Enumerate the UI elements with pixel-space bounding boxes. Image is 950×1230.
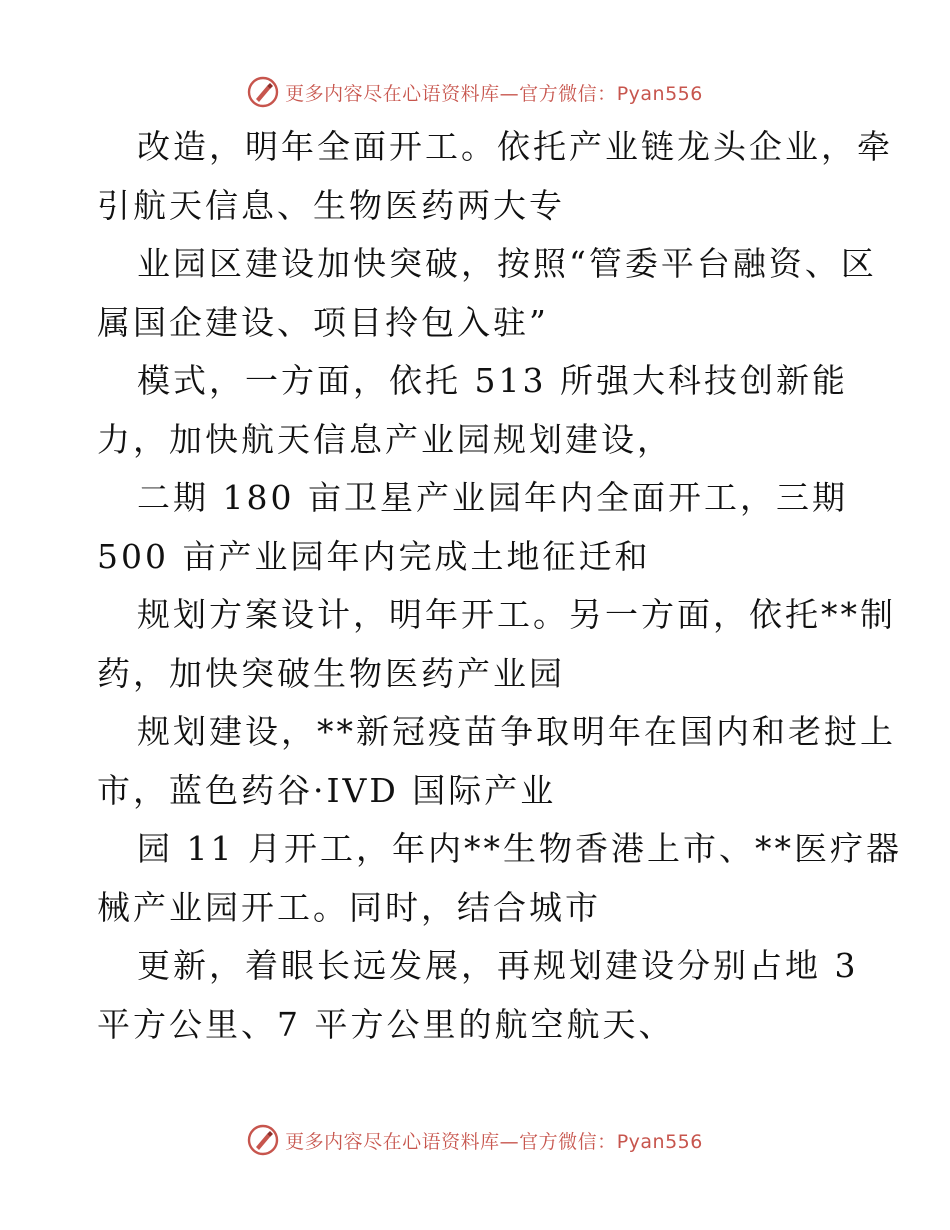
text-line: 药，加快突破生物医药产业园 bbox=[97, 653, 565, 693]
text-line: 械产业园开工。同时，结合城市 bbox=[97, 887, 601, 927]
text-line: 业园区建设加快突破，按照“管委平台融资、区 bbox=[137, 244, 877, 283]
pen-logo-icon bbox=[247, 1124, 279, 1156]
text-line: 力，加快航天信息产业园规划建设， bbox=[97, 419, 673, 459]
watermark-text: 更多内容尽在心语资料库—官方微信：Pyan556 bbox=[285, 1130, 703, 1153]
text-line: 二期 180 亩卫星产业园年内全面开工，三期 bbox=[137, 478, 848, 517]
text-line: 平方公里、7 平方公里的航空航天、 bbox=[97, 1004, 675, 1044]
text-line: 更新，着眼长远发展，再规划建设分别占地 3 bbox=[137, 946, 859, 985]
text-line: 引航天信息、生物医药两大专 bbox=[97, 185, 565, 225]
text-line: 500 亩产业园年内完成土地征迁和 bbox=[97, 536, 651, 576]
text-line: 改造，明年全面开工。依托产业链龙头企业，牵 bbox=[137, 127, 893, 166]
document-body bbox=[97, 118, 902, 1054]
header-watermark bbox=[0, 72, 950, 112]
text-line: 园 11 月开工，年内**生物香港上市、**医疗器 bbox=[137, 829, 902, 868]
watermark-text: 更多内容尽在心语资料库—官方微信：Pyan556 bbox=[285, 82, 703, 105]
text-line: 属国企建设、项目拎包入驻” bbox=[97, 302, 549, 342]
footer-watermark bbox=[0, 1120, 950, 1160]
text-line: 规划建设，**新冠疫苗争取明年在国内和老挝上 bbox=[137, 712, 896, 751]
text-line: 模式，一方面，依托 513 所强大科技创新能 bbox=[137, 361, 848, 400]
pen-logo-icon bbox=[247, 76, 279, 108]
text-line: 市，蓝色药谷·IVD 国际产业 bbox=[97, 770, 557, 810]
text-line: 规划方案设计，明年开工。另一方面，依托**制 bbox=[137, 595, 896, 634]
